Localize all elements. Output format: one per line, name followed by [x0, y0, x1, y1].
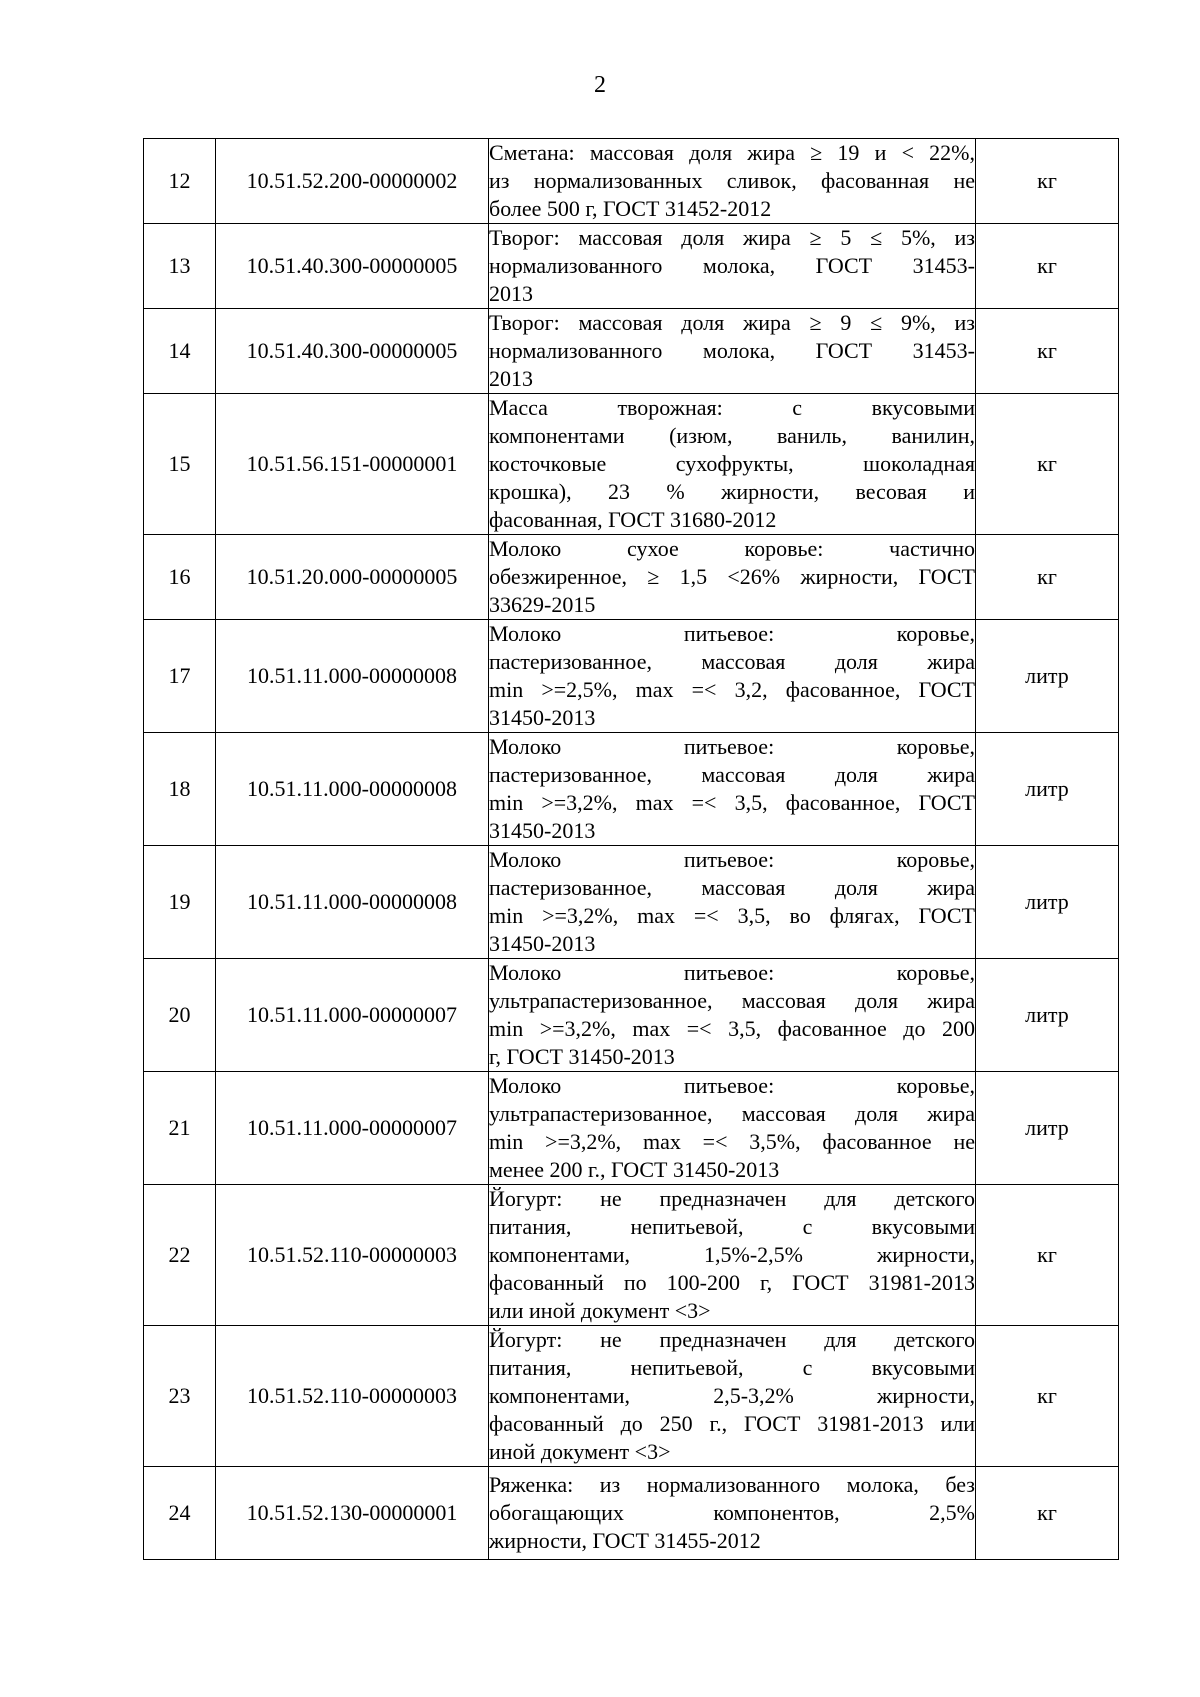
product-description	[489, 394, 976, 535]
unit-of-measure: кг	[976, 535, 1119, 620]
table-row	[144, 139, 1119, 224]
product-description	[489, 309, 976, 394]
description-line: 31450-2013	[489, 705, 596, 730]
product-description	[489, 846, 976, 959]
table-row	[144, 535, 1119, 620]
product-description	[489, 1185, 976, 1326]
unit-of-measure: кг	[976, 1326, 1119, 1467]
unit-of-measure: кг	[976, 139, 1119, 224]
table-row	[144, 1185, 1119, 1326]
row-number: 20	[144, 959, 216, 1072]
product-code: 10.51.52.110-00000003	[216, 1326, 489, 1467]
description-line: косточковые сухофрукты, шоколадная	[489, 451, 975, 476]
description-line: Молоко питьевое: коровье,	[489, 621, 975, 646]
description-line: Йогурт: не предназначен для детского	[489, 1186, 975, 1211]
product-code: 10.51.52.200-00000002	[216, 139, 489, 224]
product-description	[489, 1072, 976, 1185]
unit-of-measure: литр	[976, 620, 1119, 733]
table-row	[144, 733, 1119, 846]
description-line: пастеризованное, массовая доля жира	[489, 649, 975, 674]
description-line: min >=3,2%, max =< 3,5, фасованное, ГОСТ	[489, 790, 975, 815]
row-number: 14	[144, 309, 216, 394]
row-number: 18	[144, 733, 216, 846]
description-line: Молоко питьевое: коровье,	[489, 734, 975, 759]
product-description	[489, 733, 976, 846]
product-description	[489, 1467, 976, 1560]
description-line: ультрапастеризованное, массовая доля жира	[489, 988, 975, 1013]
unit-of-measure: литр	[976, 846, 1119, 959]
description-line: Творог: массовая доля жира ≥ 9 ≤ 9%, из	[489, 310, 975, 335]
description-line: Молоко питьевое: коровье,	[489, 847, 975, 872]
description-line: или иной документ <3>	[489, 1298, 711, 1323]
table-row	[144, 959, 1119, 1072]
description-line: 33629-2015	[489, 592, 596, 617]
description-line: питания, непитьевой, с вкусовыми	[489, 1355, 975, 1380]
description-line: Творог: массовая доля жира ≥ 5 ≤ 5%, из	[489, 225, 975, 250]
description-line: 2013	[489, 366, 533, 391]
description-line: иной документ <3>	[489, 1439, 671, 1464]
unit-of-measure: кг	[976, 1467, 1119, 1560]
product-code: 10.51.40.300-00000005	[216, 309, 489, 394]
unit-of-measure: литр	[976, 1072, 1119, 1185]
row-number: 12	[144, 139, 216, 224]
unit-of-measure: кг	[976, 309, 1119, 394]
unit-of-measure: литр	[976, 959, 1119, 1072]
description-line: Ряженка: из нормализованного молока, без	[489, 1472, 975, 1497]
table-row	[144, 620, 1119, 733]
product-code: 10.51.52.130-00000001	[216, 1467, 489, 1560]
product-table-body	[144, 139, 1119, 1560]
table-row	[144, 394, 1119, 535]
product-code: 10.51.20.000-00000005	[216, 535, 489, 620]
description-line: пастеризованное, массовая доля жира	[489, 762, 975, 787]
table-row	[144, 1072, 1119, 1185]
table-row	[144, 1467, 1119, 1560]
product-code: 10.51.11.000-00000008	[216, 846, 489, 959]
description-line: ультрапастеризованное, массовая доля жира	[489, 1101, 975, 1126]
description-line: обезжиренное, ≥ 1,5 <26% жирности, ГОСТ	[489, 564, 975, 589]
description-line: более 500 г, ГОСТ 31452-2012	[489, 196, 772, 221]
table-row	[144, 1326, 1119, 1467]
description-line: г, ГОСТ 31450-2013	[489, 1044, 675, 1069]
description-line: фасованный по 100-200 г, ГОСТ 31981-2013	[489, 1270, 975, 1295]
product-description	[489, 535, 976, 620]
description-line: фасованный до 250 г., ГОСТ 31981-2013 или	[489, 1411, 975, 1436]
description-line: Молоко питьевое: коровье,	[489, 1073, 975, 1098]
row-number: 22	[144, 1185, 216, 1326]
description-line: min >=3,2%, max =< 3,5, фасованное до 200	[489, 1016, 975, 1041]
description-line: Молоко питьевое: коровье,	[489, 960, 975, 985]
description-line: компонентами (изюм, ваниль, ванилин,	[489, 423, 975, 448]
product-code: 10.51.11.000-00000007	[216, 959, 489, 1072]
product-code: 10.51.11.000-00000008	[216, 620, 489, 733]
description-line: обогащающих компонентов, 2,5%	[489, 1500, 975, 1525]
description-line: min >=3,2%, max =< 3,5%, фасованное не	[489, 1129, 975, 1154]
product-code: 10.51.40.300-00000005	[216, 224, 489, 309]
description-line: нормализованного молока, ГОСТ 31453-	[489, 253, 975, 278]
description-line: из нормализованных сливок, фасованная не	[489, 168, 975, 193]
description-line: Йогурт: не предназначен для детского	[489, 1327, 975, 1352]
row-number: 13	[144, 224, 216, 309]
description-line: 2013	[489, 281, 533, 306]
product-code: 10.51.56.151-00000001	[216, 394, 489, 535]
description-line: Масса творожная: с вкусовыми	[489, 395, 975, 420]
unit-of-measure: литр	[976, 733, 1119, 846]
row-number: 19	[144, 846, 216, 959]
description-line: Сметана: массовая доля жира ≥ 19 и < 22%,	[489, 140, 975, 165]
product-description	[489, 224, 976, 309]
table-row	[144, 224, 1119, 309]
description-line: min >=2,5%, max =< 3,2, фасованное, ГОСТ	[489, 677, 975, 702]
row-number: 16	[144, 535, 216, 620]
description-line: min >=3,2%, max =< 3,5, во флягах, ГОСТ	[489, 903, 975, 928]
product-description	[489, 139, 976, 224]
description-line: менее 200 г., ГОСТ 31450-2013	[489, 1157, 780, 1182]
unit-of-measure: кг	[976, 224, 1119, 309]
description-line: компонентами, 2,5-3,2% жирности,	[489, 1383, 975, 1408]
product-code: 10.51.11.000-00000008	[216, 733, 489, 846]
product-description	[489, 1326, 976, 1467]
page-number: 2	[594, 72, 606, 98]
row-number: 15	[144, 394, 216, 535]
row-number: 21	[144, 1072, 216, 1185]
description-line: питания, непитьевой, с вкусовыми	[489, 1214, 975, 1239]
description-line: нормализованного молока, ГОСТ 31453-	[489, 338, 975, 363]
product-description	[489, 620, 976, 733]
row-number: 17	[144, 620, 216, 733]
row-number: 23	[144, 1326, 216, 1467]
product-table	[143, 138, 1119, 1560]
description-line: жирности, ГОСТ 31455-2012	[489, 1528, 761, 1553]
unit-of-measure: кг	[976, 394, 1119, 535]
table-row	[144, 846, 1119, 959]
description-line: компонентами, 1,5%-2,5% жирности,	[489, 1242, 975, 1267]
description-line: фасованная, ГОСТ 31680-2012	[489, 507, 777, 532]
table-row	[144, 309, 1119, 394]
description-line: крошка), 23 % жирности, весовая и	[489, 479, 975, 504]
product-description	[489, 959, 976, 1072]
description-line: 31450-2013	[489, 818, 596, 843]
product-code: 10.51.11.000-00000007	[216, 1072, 489, 1185]
unit-of-measure: кг	[976, 1185, 1119, 1326]
description-line: Молоко сухое коровье: частично	[489, 536, 975, 561]
row-number: 24	[144, 1467, 216, 1560]
description-line: пастеризованное, массовая доля жира	[489, 875, 975, 900]
product-code: 10.51.52.110-00000003	[216, 1185, 489, 1326]
description-line: 31450-2013	[489, 931, 596, 956]
